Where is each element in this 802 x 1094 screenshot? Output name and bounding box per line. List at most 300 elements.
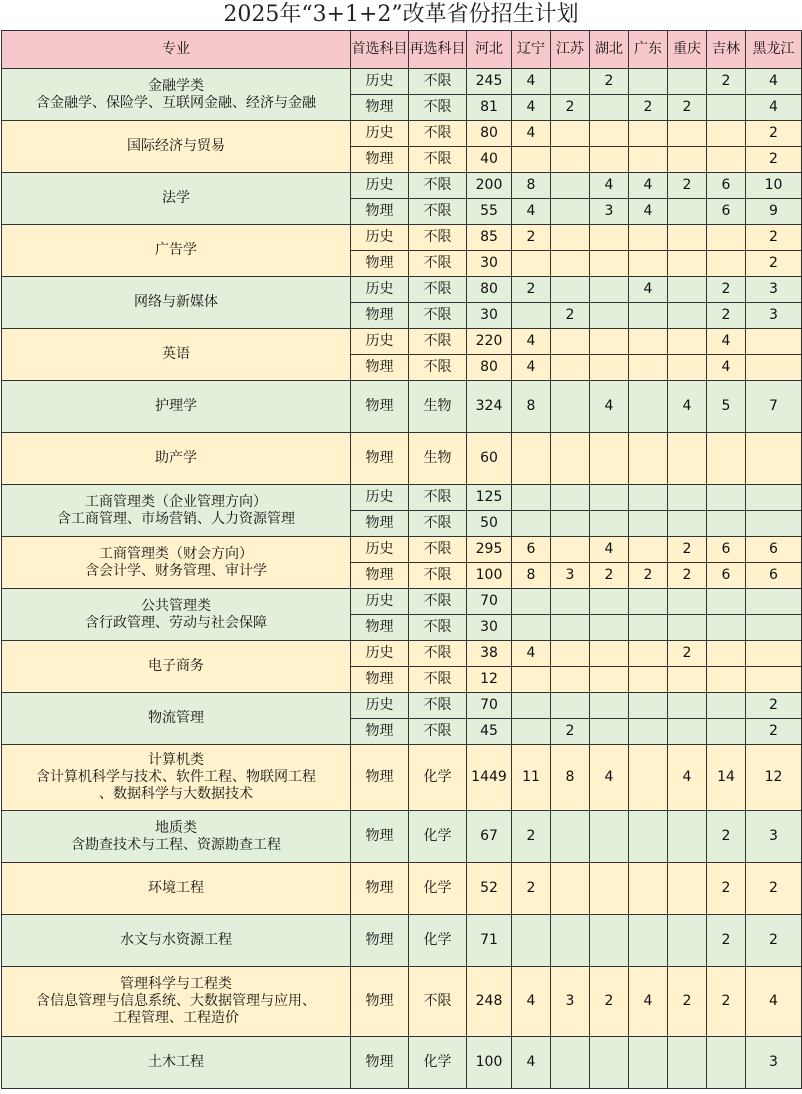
first-subject-cell: 历史 — [351, 69, 409, 95]
chongqing-cell — [668, 121, 707, 147]
major-name-line: 土木工程 — [148, 1054, 204, 1070]
hubei-cell — [590, 329, 629, 355]
chongqing-cell: 4 — [668, 381, 707, 433]
major-name-cell — [2, 225, 351, 277]
table-row — [2, 121, 802, 147]
hebei-cell: 100 — [467, 563, 512, 589]
heilongjiang-cell: 10 — [746, 173, 802, 199]
hubei-cell — [590, 693, 629, 719]
chongqing-cell — [668, 277, 707, 303]
hubei-cell — [590, 225, 629, 251]
liaoning-cell: 4 — [512, 355, 551, 381]
hebei-cell: 80 — [467, 121, 512, 147]
major-name-line: 含工商管理、市场营销、人力资源管理 — [57, 510, 295, 527]
jilin-cell — [707, 121, 746, 147]
jilin-cell — [707, 589, 746, 615]
heilongjiang-cell — [746, 485, 802, 511]
hebei-cell: 1449 — [467, 745, 512, 811]
header-guangdong: 广东 — [629, 31, 668, 69]
header-chongqing: 重庆 — [668, 31, 707, 69]
heilongjiang-cell: 2 — [746, 693, 802, 719]
guangdong-cell — [629, 355, 668, 381]
hubei-cell — [590, 811, 629, 863]
second-subject-cell: 化学 — [409, 745, 467, 811]
second-subject-cell: 不限 — [409, 277, 467, 303]
major-name-cell — [2, 693, 351, 745]
liaoning-cell — [512, 147, 551, 173]
jiangsu-cell: 8 — [551, 745, 590, 811]
first-subject-cell: 物理 — [351, 251, 409, 277]
chongqing-cell — [668, 915, 707, 967]
jilin-cell: 4 — [707, 355, 746, 381]
header-jiangsu: 江苏 — [551, 31, 590, 69]
hebei-cell: 38 — [467, 641, 512, 667]
second-subject-cell: 不限 — [409, 355, 467, 381]
major-name-line: 网络与新媒体 — [134, 294, 218, 310]
guangdong-cell: 2 — [629, 95, 668, 121]
heilongjiang-cell: 3 — [746, 277, 802, 303]
chongqing-cell — [668, 147, 707, 173]
jiangsu-cell — [551, 693, 590, 719]
hebei-cell: 220 — [467, 329, 512, 355]
jiangsu-cell: 3 — [551, 967, 590, 1037]
header-row — [2, 31, 802, 69]
hebei-cell: 245 — [467, 69, 512, 95]
liaoning-cell: 8 — [512, 173, 551, 199]
first-subject-cell: 物理 — [351, 967, 409, 1037]
guangdong-cell — [629, 719, 668, 745]
liaoning-cell — [512, 433, 551, 485]
major-name-cell — [2, 589, 351, 641]
guangdong-cell — [629, 667, 668, 693]
major-name-line: 管理科学与工程类 — [120, 976, 232, 992]
chongqing-cell — [668, 199, 707, 225]
major-name-cell — [2, 277, 351, 329]
enrollment-plan-table — [1, 30, 802, 1089]
major-name-line: 工商管理类（企业管理方向） — [85, 493, 267, 510]
jilin-cell — [707, 1037, 746, 1089]
chongqing-cell — [668, 719, 707, 745]
jiangsu-cell — [551, 511, 590, 537]
hubei-cell — [590, 667, 629, 693]
hubei-cell — [590, 589, 629, 615]
table-row — [2, 537, 802, 563]
header-major: 专业 — [2, 31, 351, 69]
guangdong-cell — [629, 121, 668, 147]
table-row — [2, 641, 802, 667]
major-name-line: 含勘查技术与工程、资源勘查工程 — [71, 836, 281, 853]
hebei-cell: 40 — [467, 147, 512, 173]
first-subject-cell: 物理 — [351, 199, 409, 225]
first-subject-cell: 物理 — [351, 719, 409, 745]
heilongjiang-cell: 2 — [746, 225, 802, 251]
hubei-cell — [590, 251, 629, 277]
hebei-cell: 80 — [467, 277, 512, 303]
second-subject-cell: 化学 — [409, 1037, 467, 1089]
jilin-cell — [707, 95, 746, 121]
heilongjiang-cell: 12 — [746, 745, 802, 811]
hebei-cell: 50 — [467, 511, 512, 537]
chongqing-cell: 2 — [668, 95, 707, 121]
table-row — [2, 173, 802, 199]
jilin-cell: 6 — [707, 563, 746, 589]
liaoning-cell: 4 — [512, 69, 551, 95]
heilongjiang-cell: 4 — [746, 967, 802, 1037]
major-name-line: 地质类 — [155, 819, 197, 836]
liaoning-cell — [512, 251, 551, 277]
first-subject-cell: 历史 — [351, 641, 409, 667]
jilin-cell — [707, 147, 746, 173]
hebei-cell: 30 — [467, 251, 512, 277]
hubei-cell — [590, 1037, 629, 1089]
jilin-cell: 6 — [707, 537, 746, 563]
major-name-line: 含金融学、保险学、互联网金融、经济与金融 — [36, 94, 316, 111]
jilin-cell — [707, 719, 746, 745]
jiangsu-cell — [551, 147, 590, 173]
table-row — [2, 329, 802, 355]
jilin-cell: 2 — [707, 811, 746, 863]
chongqing-cell: 2 — [668, 173, 707, 199]
jiangsu-cell: 2 — [551, 719, 590, 745]
heilongjiang-cell: 2 — [746, 121, 802, 147]
hebei-cell: 80 — [467, 355, 512, 381]
major-name-line: 电子商务 — [148, 658, 204, 674]
heilongjiang-cell: 2 — [746, 147, 802, 173]
hubei-cell — [590, 615, 629, 641]
hubei-cell — [590, 121, 629, 147]
first-subject-cell: 物理 — [351, 1037, 409, 1089]
major-name-cell — [2, 811, 351, 863]
second-subject-cell: 不限 — [409, 225, 467, 251]
chongqing-cell — [668, 863, 707, 915]
hebei-cell: 45 — [467, 719, 512, 745]
jiangsu-cell: 2 — [551, 303, 590, 329]
hubei-cell — [590, 863, 629, 915]
heilongjiang-cell: 7 — [746, 381, 802, 433]
first-subject-cell: 历史 — [351, 225, 409, 251]
liaoning-cell: 6 — [512, 537, 551, 563]
jiangsu-cell — [551, 69, 590, 95]
heilongjiang-cell: 2 — [746, 251, 802, 277]
chongqing-cell — [668, 615, 707, 641]
major-name-cell — [2, 1037, 351, 1089]
second-subject-cell: 不限 — [409, 485, 467, 511]
heilongjiang-cell — [746, 355, 802, 381]
heilongjiang-cell — [746, 589, 802, 615]
liaoning-cell: 2 — [512, 863, 551, 915]
second-subject-cell: 不限 — [409, 121, 467, 147]
hubei-cell — [590, 485, 629, 511]
jiangsu-cell: 2 — [551, 95, 590, 121]
heilongjiang-cell: 2 — [746, 719, 802, 745]
first-subject-cell: 历史 — [351, 173, 409, 199]
second-subject-cell: 不限 — [409, 615, 467, 641]
first-subject-cell: 历史 — [351, 121, 409, 147]
major-name-cell — [2, 537, 351, 589]
major-name-line: 广告学 — [155, 242, 197, 258]
chongqing-cell — [668, 1037, 707, 1089]
chongqing-cell — [668, 225, 707, 251]
page-title: 2025年“3+1+2”改革省份招生计划 — [223, 2, 579, 27]
major-name-line: 金融学类 — [148, 77, 204, 94]
guangdong-cell — [629, 589, 668, 615]
table-row — [2, 225, 802, 251]
jiangsu-cell — [551, 381, 590, 433]
first-subject-cell: 物理 — [351, 745, 409, 811]
liaoning-cell — [512, 719, 551, 745]
chongqing-cell — [668, 69, 707, 95]
major-name-cell — [2, 485, 351, 537]
major-name-line: 工程管理、工程造价 — [113, 1010, 239, 1026]
heilongjiang-cell — [746, 329, 802, 355]
liaoning-cell — [512, 303, 551, 329]
table-row — [2, 277, 802, 303]
major-name-cell — [2, 433, 351, 485]
hubei-cell: 3 — [590, 199, 629, 225]
guangdong-cell: 4 — [629, 277, 668, 303]
jiangsu-cell — [551, 329, 590, 355]
table-row — [2, 863, 802, 915]
table-body — [2, 69, 802, 1089]
hubei-cell: 4 — [590, 173, 629, 199]
major-name-line: 国际经济与贸易 — [127, 138, 225, 154]
major-name-cell — [2, 173, 351, 225]
table-row — [2, 433, 802, 485]
chongqing-cell — [668, 251, 707, 277]
heilongjiang-cell: 9 — [746, 199, 802, 225]
hubei-cell: 2 — [590, 69, 629, 95]
first-subject-cell: 物理 — [351, 563, 409, 589]
jilin-cell: 2 — [707, 277, 746, 303]
major-name-line: 公共管理类 — [141, 597, 211, 614]
second-subject-cell: 不限 — [409, 563, 467, 589]
hubei-cell — [590, 433, 629, 485]
chongqing-cell — [668, 485, 707, 511]
heilongjiang-cell — [746, 433, 802, 485]
first-subject-cell: 物理 — [351, 303, 409, 329]
second-subject-cell: 不限 — [409, 511, 467, 537]
major-name-cell — [2, 121, 351, 173]
jiangsu-cell — [551, 277, 590, 303]
first-subject-cell: 物理 — [351, 915, 409, 967]
hebei-cell: 60 — [467, 433, 512, 485]
jiangsu-cell: 3 — [551, 563, 590, 589]
major-name-line: 环境工程 — [148, 880, 204, 896]
liaoning-cell — [512, 693, 551, 719]
chongqing-cell — [668, 667, 707, 693]
header-first-subject: 首选科目 — [351, 31, 409, 69]
liaoning-cell: 2 — [512, 811, 551, 863]
heilongjiang-cell: 2 — [746, 863, 802, 915]
major-name-cell — [2, 915, 351, 967]
jiangsu-cell — [551, 589, 590, 615]
hubei-cell: 4 — [590, 745, 629, 811]
second-subject-cell: 不限 — [409, 147, 467, 173]
second-subject-cell: 不限 — [409, 95, 467, 121]
hebei-cell: 200 — [467, 173, 512, 199]
hebei-cell: 70 — [467, 693, 512, 719]
guangdong-cell: 4 — [629, 173, 668, 199]
major-name-line: 助产学 — [155, 450, 197, 466]
jiangsu-cell — [551, 863, 590, 915]
heilongjiang-cell — [746, 667, 802, 693]
liaoning-cell — [512, 485, 551, 511]
chongqing-cell — [668, 433, 707, 485]
table-row — [2, 69, 802, 95]
guangdong-cell — [629, 303, 668, 329]
jiangsu-cell — [551, 537, 590, 563]
jiangsu-cell — [551, 915, 590, 967]
jilin-cell: 5 — [707, 381, 746, 433]
second-subject-cell: 化学 — [409, 863, 467, 915]
jilin-cell: 2 — [707, 915, 746, 967]
heilongjiang-cell: 3 — [746, 303, 802, 329]
guangdong-cell — [629, 433, 668, 485]
jilin-cell: 2 — [707, 863, 746, 915]
first-subject-cell: 物理 — [351, 433, 409, 485]
first-subject-cell: 历史 — [351, 277, 409, 303]
chongqing-cell: 2 — [668, 967, 707, 1037]
hubei-cell — [590, 719, 629, 745]
jiangsu-cell — [551, 811, 590, 863]
chongqing-cell: 2 — [668, 537, 707, 563]
table-row — [2, 745, 802, 811]
jiangsu-cell — [551, 121, 590, 147]
liaoning-cell — [512, 511, 551, 537]
hubei-cell — [590, 277, 629, 303]
second-subject-cell: 不限 — [409, 967, 467, 1037]
second-subject-cell: 不限 — [409, 251, 467, 277]
major-name-line: 计算机类 — [148, 752, 204, 768]
first-subject-cell: 物理 — [351, 511, 409, 537]
first-subject-cell: 物理 — [351, 811, 409, 863]
major-name-line: 含信息管理与信息系统、大数据管理与应用、 — [36, 993, 316, 1009]
first-subject-cell: 历史 — [351, 693, 409, 719]
hebei-cell: 85 — [467, 225, 512, 251]
guangdong-cell — [629, 811, 668, 863]
jiangsu-cell — [551, 433, 590, 485]
header-heilongjiang: 黑龙江 — [746, 31, 802, 69]
guangdong-cell — [629, 915, 668, 967]
jiangsu-cell — [551, 251, 590, 277]
heilongjiang-cell — [746, 511, 802, 537]
second-subject-cell: 化学 — [409, 811, 467, 863]
jilin-cell: 2 — [707, 303, 746, 329]
header-jilin: 吉林 — [707, 31, 746, 69]
chongqing-cell — [668, 329, 707, 355]
chongqing-cell — [668, 693, 707, 719]
guangdong-cell — [629, 329, 668, 355]
second-subject-cell: 不限 — [409, 719, 467, 745]
heilongjiang-cell: 4 — [746, 95, 802, 121]
first-subject-cell: 历史 — [351, 537, 409, 563]
chongqing-cell: 4 — [668, 745, 707, 811]
liaoning-cell — [512, 589, 551, 615]
heilongjiang-cell: 4 — [746, 69, 802, 95]
jiangsu-cell — [551, 173, 590, 199]
jilin-cell — [707, 511, 746, 537]
hubei-cell: 4 — [590, 381, 629, 433]
table-row — [2, 967, 802, 1037]
first-subject-cell: 物理 — [351, 615, 409, 641]
hebei-cell: 52 — [467, 863, 512, 915]
second-subject-cell: 生物 — [409, 433, 467, 485]
first-subject-cell: 历史 — [351, 485, 409, 511]
first-subject-cell: 物理 — [351, 147, 409, 173]
first-subject-cell: 物理 — [351, 95, 409, 121]
hubei-cell — [590, 95, 629, 121]
second-subject-cell: 不限 — [409, 693, 467, 719]
jilin-cell — [707, 667, 746, 693]
jilin-cell: 4 — [707, 329, 746, 355]
second-subject-cell: 不限 — [409, 173, 467, 199]
heilongjiang-cell — [746, 615, 802, 641]
major-name-line: 法学 — [162, 190, 190, 206]
first-subject-cell: 历史 — [351, 589, 409, 615]
second-subject-cell: 不限 — [409, 641, 467, 667]
jiangsu-cell — [551, 667, 590, 693]
jilin-cell — [707, 485, 746, 511]
major-name-cell — [2, 863, 351, 915]
header-hebei: 河北 — [467, 31, 512, 69]
header-second-subject: 再选科目 — [409, 31, 467, 69]
jilin-cell — [707, 433, 746, 485]
liaoning-cell: 4 — [512, 967, 551, 1037]
chongqing-cell — [668, 303, 707, 329]
first-subject-cell: 物理 — [351, 381, 409, 433]
major-name-cell — [2, 329, 351, 381]
hubei-cell: 2 — [590, 563, 629, 589]
major-name-line: 水文与水资源工程 — [120, 932, 232, 948]
heilongjiang-cell: 2 — [746, 915, 802, 967]
hubei-cell — [590, 303, 629, 329]
liaoning-cell: 4 — [512, 95, 551, 121]
hubei-cell: 2 — [590, 967, 629, 1037]
chongqing-cell: 2 — [668, 641, 707, 667]
guangdong-cell — [629, 485, 668, 511]
liaoning-cell: 4 — [512, 121, 551, 147]
jiangsu-cell — [551, 1037, 590, 1089]
heilongjiang-cell — [746, 641, 802, 667]
second-subject-cell: 不限 — [409, 589, 467, 615]
liaoning-cell: 4 — [512, 641, 551, 667]
hebei-cell: 67 — [467, 811, 512, 863]
first-subject-cell: 物理 — [351, 863, 409, 915]
jilin-cell: 6 — [707, 173, 746, 199]
jiangsu-cell — [551, 615, 590, 641]
guangdong-cell — [629, 147, 668, 173]
chongqing-cell — [668, 811, 707, 863]
guangdong-cell: 4 — [629, 199, 668, 225]
hebei-cell: 12 — [467, 667, 512, 693]
jiangsu-cell — [551, 485, 590, 511]
first-subject-cell: 历史 — [351, 329, 409, 355]
first-subject-cell: 物理 — [351, 355, 409, 381]
jiangsu-cell — [551, 199, 590, 225]
major-name-line: 护理学 — [155, 398, 197, 414]
major-name-cell — [2, 967, 351, 1037]
chongqing-cell — [668, 589, 707, 615]
hebei-cell: 295 — [467, 537, 512, 563]
guangdong-cell — [629, 863, 668, 915]
jilin-cell — [707, 251, 746, 277]
major-name-line: 物流管理 — [148, 710, 204, 726]
second-subject-cell: 不限 — [409, 303, 467, 329]
jiangsu-cell — [551, 641, 590, 667]
hebei-cell: 100 — [467, 1037, 512, 1089]
hebei-cell: 71 — [467, 915, 512, 967]
chongqing-cell: 2 — [668, 563, 707, 589]
